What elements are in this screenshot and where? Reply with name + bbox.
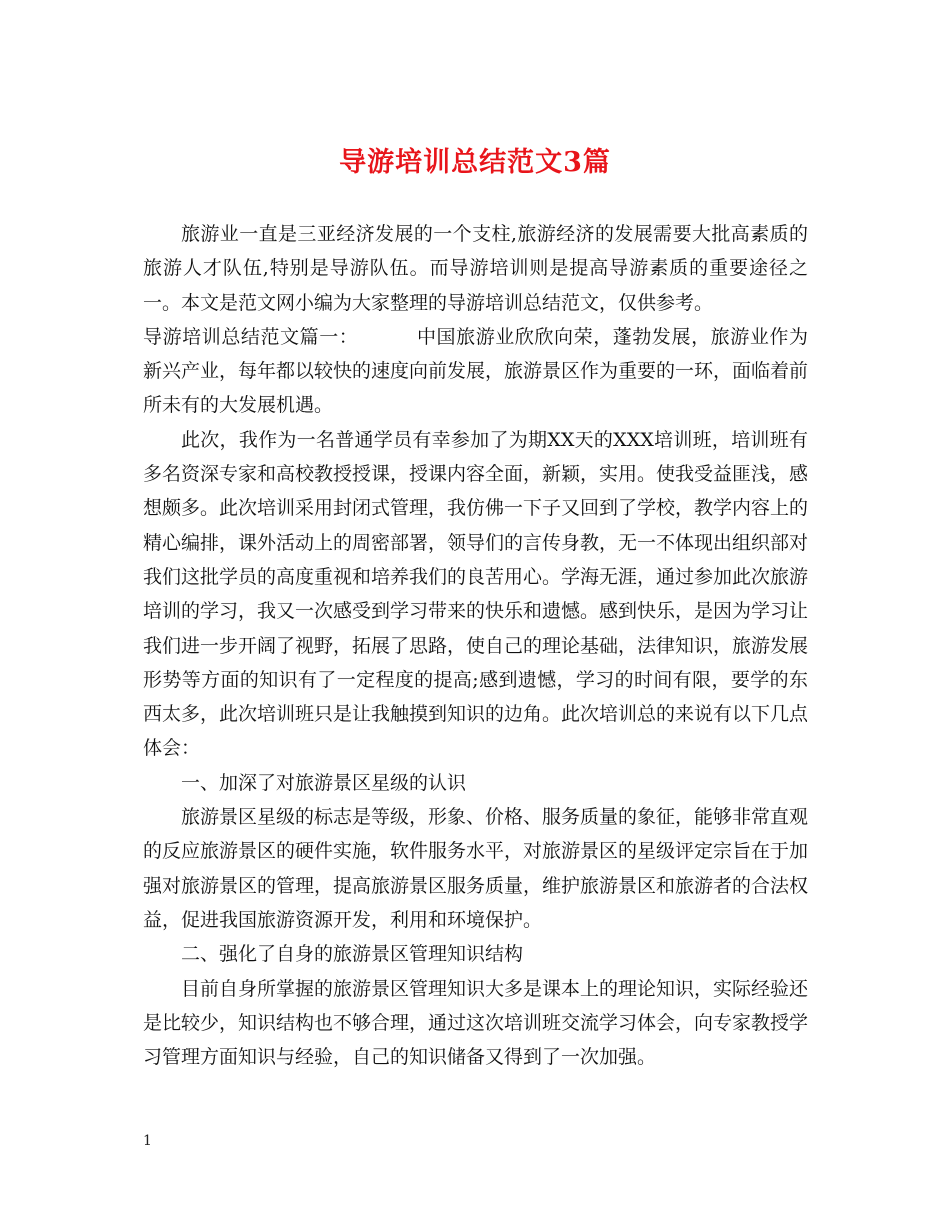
- part1-paragraph: [143, 320, 808, 423]
- part1-heading: 导游培训总结范文篇一：: [143, 325, 359, 348]
- part1-lead-text: 中国旅游业欣欣向荣，蓬勃发展，旅游业作为新兴产业，每年都以较快的速度向前发展，旅游景区作为重要的一环，面临着前所未有的大发展机遇。: [143, 325, 809, 417]
- body-paragraph-2: 此次，我作为一名普通学员有幸参加了为期XX天的XXX培训班，培训班有多名资深专家和高校教授授课，授课内容全面，新颖，实用。使我受益匪浅，感想颇多。此次培训采用封闭式管理，我仿佛一下子又回到了学校，教学内容上的精心编排，课外活动上的周密部署，领导们的言传身教，无一不体现出组织部对我们这批学员的高度重视和培养我们的良苦用心。学海无涯，通过参加此次旅游培训的学习，我又一次感受到学习带来的快乐和遗憾。感到快乐，是因为学习让我们进一步开阔了视野，拓展了思路，使自己的理论基础，法律知识，旅游发展形势等方面的知识有了一定程度的提高;感到遗憾，学习的时间有限，要学的东西太多，此次培训班只是让我触摸到知识的边角。此次培训总的来说有以下几点体会：: [143, 428, 809, 760]
- document-body: [143, 217, 808, 1074]
- intro-paragraph: 旅游业一直是三亚经济发展的一个支柱,旅游经济的发展需要大批高素质的旅游人才队伍,特别是导游队伍。而导游培训则是提高导游素质的重要途径之一。本文是范文网小编为大家整理的导游培训总结范文，仅供参考。: [143, 223, 808, 314]
- page-number: 1: [143, 1133, 152, 1149]
- section-heading-1: 一、加深了对旅游景区星级的认识: [181, 771, 467, 794]
- body-paragraph-4: 目前自身所掌握的旅游景区管理知识大多是课本上的理论知识，实际经验还是比较少，知识结构也不够合理，通过这次培训班交流学习体会，向专家教授学习管理方面知识与经验，自己的知识储备又得到了一次加强。: [143, 977, 809, 1069]
- body-paragraph-3: 旅游景区星级的标志是等级，形象、价格、服务质量的象征，能够非常直观的反应旅游景区的硬件实施，软件服务水平，对旅游景区的星级评定宗旨在于加强对旅游景区的管理，提高旅游景区服务质量，维护旅游景区和旅游者的合法权益，促进我国旅游资源开发，利用和环境保护。: [143, 806, 809, 931]
- document-title: 导游培训总结范文3篇: [339, 147, 611, 178]
- section-heading-2: 二、强化了自身的旅游景区管理知识结构: [181, 943, 524, 966]
